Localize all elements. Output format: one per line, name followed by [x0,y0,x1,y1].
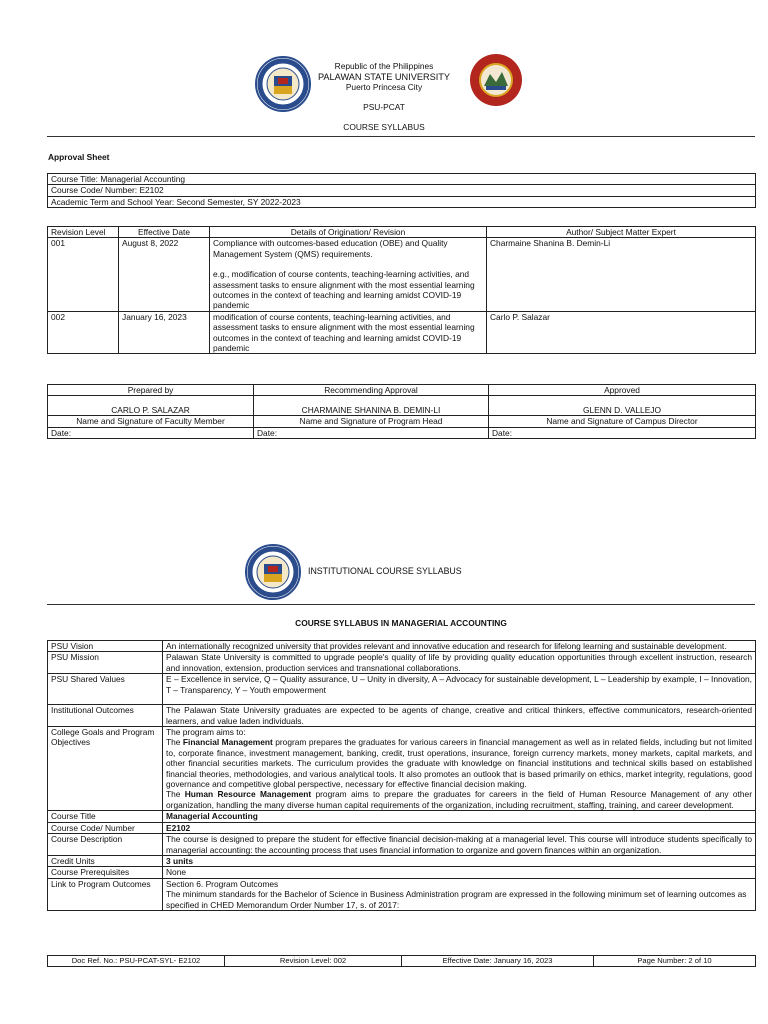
rev-header-level: Revision Level [48,227,119,238]
course-code-info: Course Code/ Number: E2102 [48,185,756,196]
inst-outcomes-label: Institutional Outcomes [48,705,163,727]
rev-details [210,238,487,311]
rev-author: Charmaine Shanina B. Demin-Li [487,238,756,311]
table-row [48,822,756,833]
sig-header-prepared: Prepared by [48,385,254,396]
rev-header-details: Details of Origination/ Revision [210,227,487,238]
table-row [48,727,756,811]
sig-name-director: GLENN D. VALLEJO [489,396,756,416]
rev-date: January 16, 2023 [119,311,210,354]
table-row [48,855,756,866]
course-desc-label: Course Description [48,834,163,856]
table-row [48,705,756,727]
table-row [48,311,756,354]
syllabus-table [47,640,756,911]
rev-date: August 8, 2022 [119,238,210,311]
course-code-label: Course Code/ Number [48,822,163,833]
sig-date-3: Date: [489,427,756,438]
prereq-label: Course Prerequisites [48,867,163,878]
revision-table [47,226,756,354]
table-row [48,811,756,822]
values-label: PSU Shared Values [48,674,163,705]
goals-label: College Goals and Program Objectives [48,727,163,811]
link-outcomes-b: The minimum standards for the Bachelor of Science in Business Administration program are expressed in the following minimum set of learning outcomes as specified in CHED Memorandum Order Number 17, s. of 2017: [166,889,747,910]
credit-value: 3 units [163,855,756,866]
goals-text [163,727,756,811]
rev-level: 001 [48,238,119,311]
table-row [48,652,756,674]
goals-fm-rest: program prepares the graduates for various careers in financial management as well as in related fields, including but not limited to, corporate finance, investment management, banking, credit, trust operations, insurance, foreign currency markets, money markets, capital markets, and other financial securities markets. The curriculum provides the graduate with knowledge on financial institutions and technical skills based on established financial theories, methodologies, and various analytical tools. It also promotes an outlook that is based primarily on ethics, market integrity, regulations, good governance and competitive global perspective, necessary for effective financial decision making. [166,737,752,790]
rev-details-a: Compliance with outcomes-based education (OBE) and Quality Management System (QMS) requirements. [213,238,448,259]
table-row [48,867,756,878]
course-title-value: Managerial Accounting [163,811,756,822]
vision-label: PSU Vision [48,641,163,652]
inst-outcomes-text: The Palawan State University graduates are expected to be agents of change, creative and critical thinkers, effective communicators, research-oriented learners, and value laden individuals. [163,705,756,727]
goals-intro: The program aims to: [166,727,246,738]
mission-label: PSU Mission [48,652,163,674]
psu-seal-logo-2 [245,544,301,600]
credit-label: Credit Units [48,855,163,866]
goals-hrm [166,789,752,810]
sig-role-faculty: Name and Signature of Faculty Member [48,416,254,427]
header-divider [47,136,755,137]
sig-role-director: Name and Signature of Campus Director [489,416,756,427]
sig-date-2: Date: [254,427,489,438]
signature-table [47,384,756,439]
header-campus: PSU-PCAT [363,101,405,112]
header-divider-2 [47,604,755,605]
footer-revision: Revision Level: 002 [225,956,402,967]
sig-name-faculty: CARLO P. SALAZAR [48,396,254,416]
course-title-info: Course Title: Managerial Accounting [48,174,756,185]
table-row [48,834,756,856]
rev-header-date: Effective Date [119,227,210,238]
footer-page-number: Page Number: 2 of 10 [594,956,756,967]
course-title-label: Course Title [48,811,163,822]
header-university: PALAWAN STATE UNIVERSITY [317,71,451,82]
prereq-value: None [163,867,756,878]
goals-hrm-bold: Human Resource Management [184,789,312,800]
link-outcomes-a: Section 6. Program Outcomes [166,878,279,889]
header-country: Republic of the Philippines [334,61,434,71]
link-outcomes-text [163,878,756,910]
sig-name-head: CHARMAINE SHANINA B. DEMIN-LI [254,396,489,416]
rev-header-author: Author/ Subject Matter Expert [487,227,756,238]
goals-fm-bold: Financial Management [182,737,273,748]
approval-title: Approval Sheet [48,152,110,162]
table-row [48,641,756,652]
rev-author: Carlo P. Salazar [487,311,756,354]
table-row [48,674,756,705]
rev-details-b: e.g., modification of course contents, teaching-learning activities, and assessment tasks to ensure alignment with the most essential learning outcomes in the context of teaching and learning amidst COVID-19 pandemic [213,269,475,311]
syllabus-main-title: COURSE SYLLABUS IN MANAGERIAL ACCOUNTING [295,618,507,628]
mission-text: Palawan State University is committed to upgrade people's quality of life by providing quality education opportunities through excellent instruction, research and innovation, extension, production services and transnational collaborations. [163,652,756,674]
course-info-table [47,173,756,208]
course-desc-text: The course is designed to prepare the student for effective financial decision-making at a managerial level. This course will introduce students specifically to managerial accounting: the accounting process that uses financial information to organize and govern finances within an organization. [163,834,756,856]
values-text: E – Excellence in service, Q – Quality assurance, U – Unity in diversity, A – Advocacy for sustainable development, L – Leadership by example, I – Innovation, T – Transparency, Y – Youth empowerment [163,674,756,705]
header-doc-type: COURSE SYLLABUS [343,122,425,133]
term-info: Academic Term and School Year: Second Semester, SY 2022-2023 [48,196,756,207]
sig-header-approved: Approved [489,385,756,396]
institutional-title: INSTITUTIONAL COURSE SYLLABUS [308,566,462,576]
link-outcomes-label: Link to Program Outcomes [48,878,163,910]
footer-effective: Effective Date: January 16, 2023 [402,956,594,967]
goals-fm-pre: The [166,737,183,748]
vision-text: An internationally recognized university that provides relevant and innovative education and research for lifelong learning and sustainable development. [163,641,756,652]
sig-role-head: Name and Signature of Program Head [254,416,489,427]
rev-details-a: modification of course contents, teaching-learning activities, and assessment tasks to ensure alignment with the most essential learning outcomes in the context of teaching and learning amidst COVID-19 pandemic [210,311,487,354]
goals-fm [166,737,752,789]
course-code-value: E2102 [163,822,756,833]
footer-doc-ref: Doc Ref. No.: PSU-PCAT-SYL- E2102 [48,956,225,967]
table-row [48,878,756,910]
page-footer [47,955,756,967]
sig-header-recommending: Recommending Approval [254,385,489,396]
header-city: Puerto Princesa City [345,82,423,93]
goals-hrm-rest: program aims to prepare the graduates for careers in the field of Human Resource Management of any other organization, handling the many diverse human capital requirements of the organization, including recruitment, staffing, training, and career development. [166,789,752,810]
goals-hrm-pre: The [166,789,185,800]
sig-date-1: Date: [48,427,254,438]
table-row [48,238,756,311]
rev-level: 002 [48,311,119,354]
